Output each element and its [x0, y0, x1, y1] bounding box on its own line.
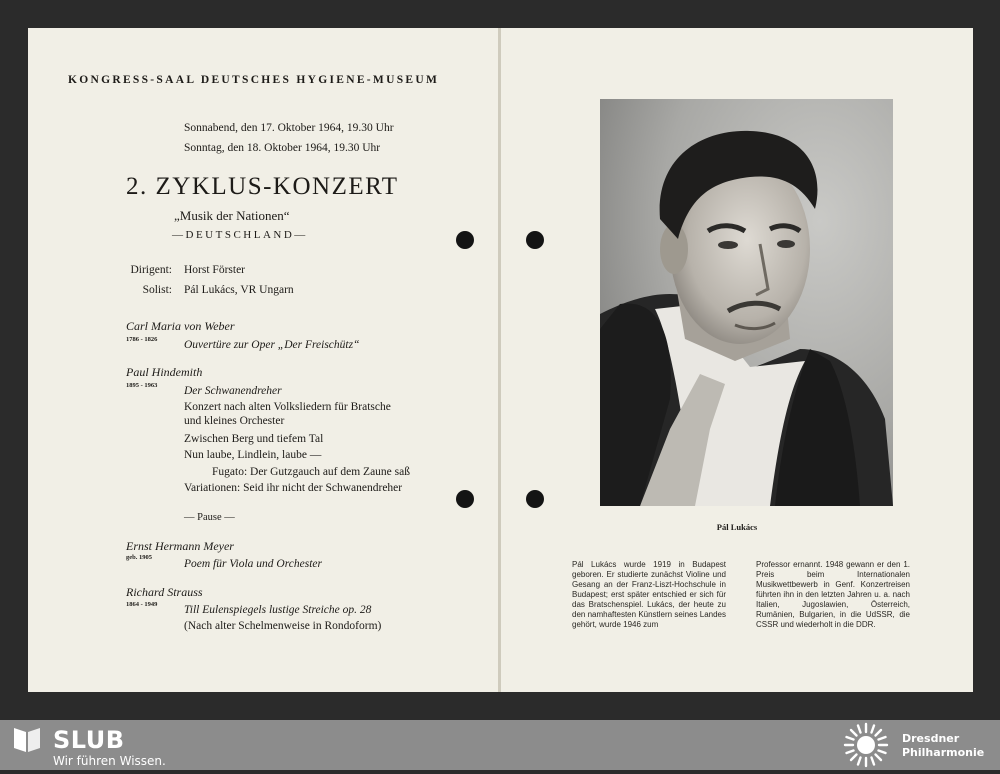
pause-line: — Pause —: [184, 512, 235, 523]
footer-bar: [0, 720, 1000, 770]
punch-hole: [456, 231, 474, 249]
date-line-1: Sonnabend, den 17. Oktober 1964, 19.30 Uhr: [184, 122, 394, 134]
composer-name: Ernst Hermann Meyer: [126, 539, 234, 553]
concert-country: —DEUTSCHLAND—: [172, 229, 308, 241]
soloist-name: Pál Lukács, VR Ungarn: [184, 284, 294, 296]
slub-logo-text[interactable]: SLUB: [53, 726, 125, 754]
punch-hole: [456, 490, 474, 508]
composer-name: Carl Maria von Weber: [126, 319, 235, 333]
composer-years: 1895 - 1963: [126, 382, 158, 389]
partner-name-line-1[interactable]: Dresdner: [902, 732, 960, 745]
composer-years: geb. 1905: [126, 554, 152, 561]
punch-hole: [526, 490, 544, 508]
work-line: Fugato: Der Gutzgauch auf dem Zaune saß: [212, 466, 410, 478]
slub-logo-icon[interactable]: [12, 724, 42, 754]
work-line: Konzert nach alten Volksliedern für Bratsche: [184, 401, 391, 413]
concert-title: 2. ZYKLUS-KONZERT: [126, 173, 399, 200]
work-title: Ouvertüre zur Oper „Der Freischütz“: [184, 339, 360, 351]
bio-column-2: Professor ernannt. 1948 gewann er den 1. Preis beim Internationalen Musikwettbewerb in Genf. Konzertreisen führten ihn in den letzten Jahren u. a. nach Italien, Jugoslawien, Österreich, Rumänien, Bulgarien, in die UdSSR, die CSSR und wiederholt in die DDR.: [756, 560, 910, 629]
conductor-label: Dirigent:: [130, 264, 172, 276]
composer-years: 1864 - 1949: [126, 601, 158, 608]
work-line: Zwischen Berg und tiefem Tal: [184, 433, 324, 445]
dresdner-philharmonie-sun-icon[interactable]: [842, 721, 890, 769]
composer-name: Paul Hindemith: [126, 365, 203, 379]
composer-name: Richard Strauss: [126, 585, 203, 599]
date-line-2: Sonntag, den 18. Oktober 1964, 19.30 Uhr: [184, 142, 381, 154]
slub-tagline: Wir führen Wissen.: [53, 754, 166, 768]
program-page: [28, 28, 498, 692]
bio-column-1: Pál Lukács wurde 1919 in Budapest geboren. Er studierte zunächst Violine und Gesang an der Franz-Liszt-Hochschule in Budapest; erst später entschied er sich für das Bratschenspiel. Lukács, der heute zu den namhaftesten Künstlern seines Landes gehört, wurde 1946 zum: [572, 560, 726, 629]
work-note: (Nach alter Schelmenweise in Rondoform): [184, 620, 382, 632]
partner-name-line-2[interactable]: Philharmonie: [902, 746, 985, 759]
soloist-page: [501, 28, 973, 692]
soloist-label: Solist:: [142, 284, 172, 296]
work-line: Nun laube, Lindlein, laube —: [184, 449, 322, 461]
punch-hole: [526, 231, 544, 249]
conductor-name: Horst Förster: [184, 264, 246, 276]
work-title: Poem für Viola und Orchester: [184, 558, 322, 570]
work-line: und kleines Orchester: [184, 415, 285, 427]
work-line: Variationen: Seid ihr nicht der Schwanendreher: [184, 482, 403, 494]
soloist-portrait-photo: [600, 99, 893, 506]
venue-heading: KONGRESS-SAAL DEUTSCHES HYGIENE-MUSEUM: [68, 74, 440, 86]
composer-years: 1786 - 1826: [126, 336, 158, 343]
photo-caption: Pál Lukács: [716, 522, 758, 532]
concert-subtitle: „Musik der Nationen“: [174, 208, 290, 223]
work-title: Till Eulenspiegels lustige Streiche op. 28: [184, 604, 372, 616]
work-title: Der Schwanendreher: [184, 385, 282, 397]
